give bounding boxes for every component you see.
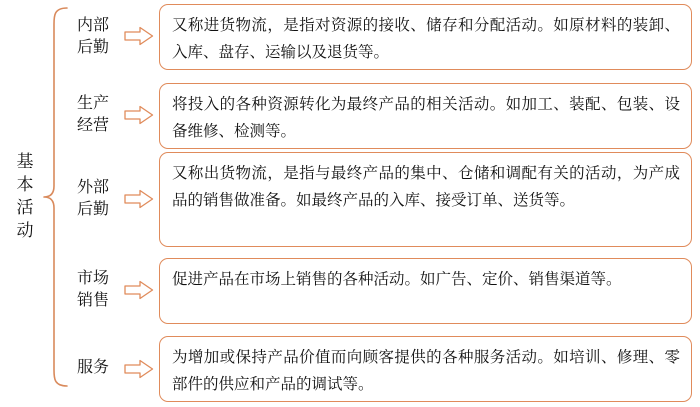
- category-line: 后勤: [76, 201, 109, 218]
- arrow-right-icon: [124, 359, 154, 379]
- category-line: 后勤: [76, 39, 109, 56]
- category-line: 经营: [76, 117, 109, 134]
- description-box: 又称进货物流，是指对资源的接收、储存和分配活动。如原材料的装卸、入库、盘存、运输以及退货等。: [159, 4, 692, 70]
- arrow-right-icon: [124, 280, 154, 300]
- category-label-marketing-sales: [64, 268, 122, 312]
- root-label: [8, 150, 42, 242]
- category-label-internal-logistics: [64, 15, 122, 59]
- arrow-right-icon: [124, 189, 154, 209]
- root-label-char: 动: [16, 221, 34, 240]
- root-label-char: 本: [16, 175, 34, 194]
- category-line: 生产: [76, 95, 109, 112]
- description-box: 为增加或保持产品价值而向顾客提供的各种服务活动。如培训、修理、零部件的供应和产品的调试等。: [159, 336, 692, 402]
- category-line: 内部: [76, 17, 109, 34]
- category-line: 销售: [76, 292, 109, 309]
- root-label-char: 基: [16, 152, 34, 171]
- category-line: 市场: [76, 270, 109, 287]
- arrow-right-icon: [124, 105, 154, 125]
- category-label-service: [64, 357, 122, 379]
- category-line: 服务: [76, 359, 109, 376]
- category-label-external-logistics: [64, 177, 122, 221]
- category-line: 外部: [76, 179, 109, 196]
- description-box: 促进产品在市场上销售的各种活动。如广告、定价、销售渠道等。: [159, 258, 692, 324]
- category-label-operations: [64, 93, 122, 137]
- root-label-char: 活: [16, 198, 34, 217]
- description-box: 又称出货物流，是指与最终产品的集中、仓储和调配有关的活动，为产成品的销售做准备。如最终产品的入库、接受订单、送货等。: [159, 152, 692, 247]
- description-box: 将投入的各种资源转化为最终产品的相关活动。如加工、装配、包装、设备维修、检测等。: [159, 83, 692, 149]
- arrow-right-icon: [124, 26, 154, 46]
